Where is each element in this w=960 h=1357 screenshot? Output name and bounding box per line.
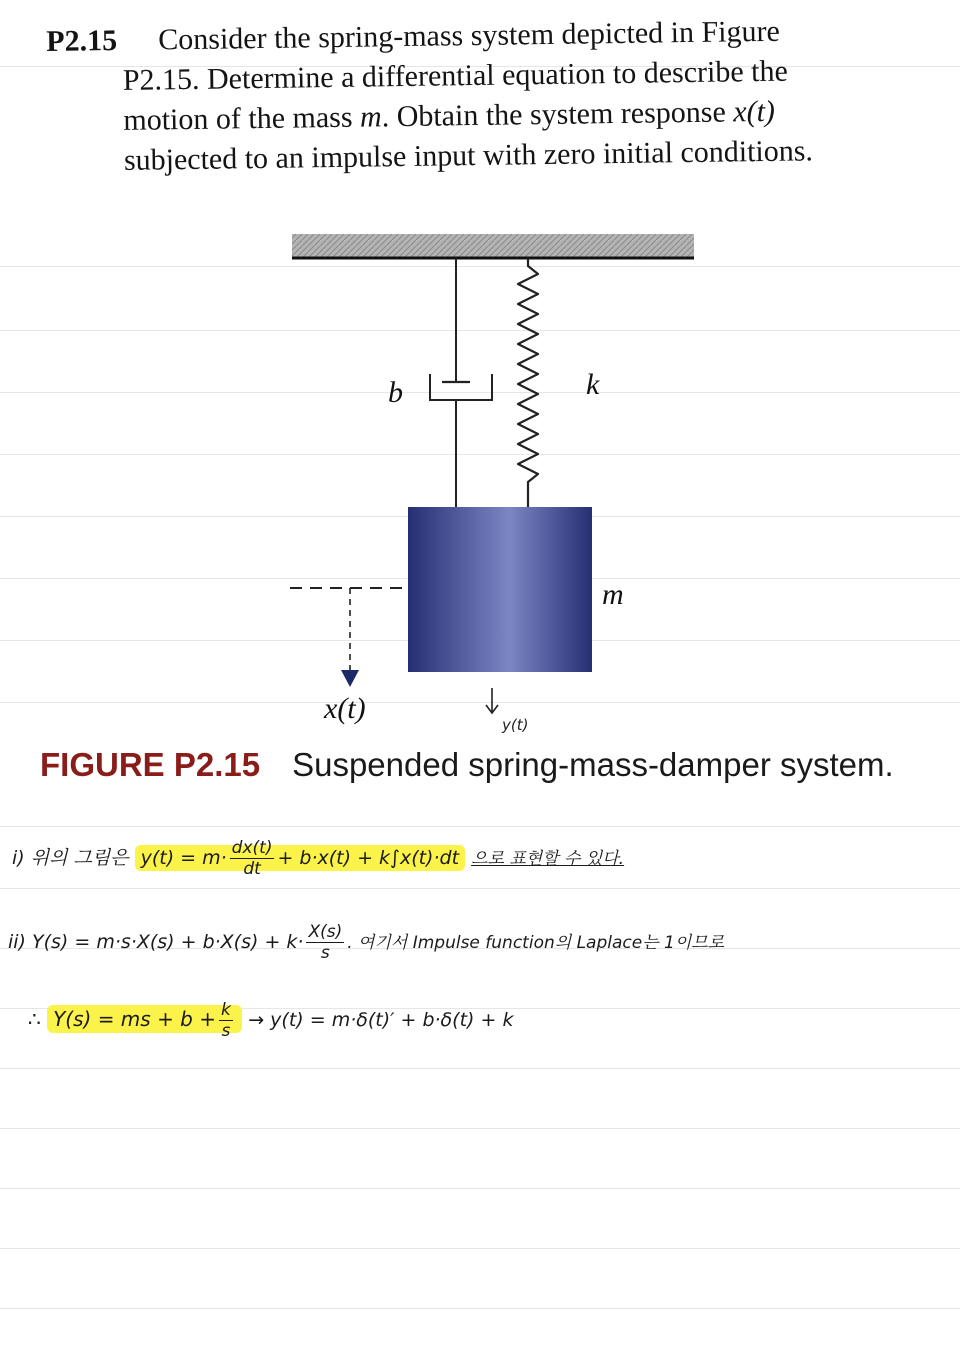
problem-line-2: P2.15. Determine a differential equation to describe the	[122, 54, 789, 97]
figure-label: FIGURE P2.15	[40, 746, 261, 783]
note1-fraction	[230, 838, 275, 879]
note1-suffix: 으로 표현할 수 있다.	[471, 849, 625, 869]
problem-statement	[46, 10, 918, 182]
ruling-line	[0, 1188, 960, 1189]
note-line-2	[8, 922, 724, 963]
ruling-line	[0, 1068, 960, 1069]
label-m: m	[602, 578, 624, 611]
label-y: y(t)	[502, 716, 529, 734]
spring	[518, 258, 538, 507]
mass-block	[408, 507, 592, 672]
note1-equation	[135, 838, 465, 879]
note3-result: → y(t) = m·δ(t)′ + b·δ(t) + k	[248, 1009, 514, 1031]
ruling-line	[0, 888, 960, 889]
note1-prefix: i) 위의 그림은	[12, 847, 129, 869]
note2-frac-bot: s	[320, 943, 330, 963]
ruling-line	[0, 1128, 960, 1129]
note3-frac-bot: s	[221, 1021, 231, 1041]
problem-text-3a: motion of the mass	[123, 100, 361, 137]
ruling-line	[0, 1248, 960, 1249]
note1-eq-post: + b·x(t) + k∫x(t)·dt	[277, 847, 460, 869]
figure-caption-text: Suspended spring-mass-damper system.	[292, 746, 894, 783]
note1-eq-pre: y(t) = m·	[140, 847, 227, 869]
note3-eq: Y(s) = ms + b +	[53, 1007, 216, 1031]
ceiling	[292, 234, 694, 258]
label-b: b	[388, 376, 403, 409]
problem-text-3b: . Obtain the system response	[381, 95, 734, 134]
problem-text-1: Consider the spring-mass system depicted in Figure	[158, 14, 781, 57]
label-k: k	[586, 368, 600, 401]
figure-caption	[40, 746, 950, 784]
note2-frac-top: X(s)	[308, 922, 343, 942]
note3-frac-top: k	[221, 1000, 231, 1020]
note2-equation: ii) Y(s) = m·s·X(s) + b·X(s) + k·	[8, 931, 304, 953]
problem-line-4: subjected to an impulse input with zero initial conditions.	[123, 134, 814, 177]
note2-suffix: . 여기서 Impulse function의 Laplace는 1이므로	[347, 933, 725, 953]
note-line-3	[28, 1000, 513, 1041]
note3-highlighted-equation	[47, 1000, 242, 1041]
note1-frac-top: dx(t)	[231, 838, 273, 858]
note1-frac-bot: dt	[243, 859, 261, 879]
figure-svg	[230, 222, 700, 734]
ruling-line	[0, 826, 960, 827]
mass-variable: m	[359, 100, 382, 134]
ruling-line	[0, 1308, 960, 1309]
damper	[430, 258, 492, 507]
note-line-1	[12, 838, 624, 879]
problem-number: P2.15	[46, 24, 118, 58]
displacement-arrow	[341, 670, 359, 687]
note3-fraction	[219, 1000, 233, 1041]
response-variable: x(t)	[733, 94, 776, 129]
note2-fraction	[306, 922, 344, 963]
label-x: x(t)	[324, 692, 366, 725]
spring-mass-damper-figure	[230, 222, 700, 734]
note3-therefore: ∴	[28, 1007, 41, 1031]
